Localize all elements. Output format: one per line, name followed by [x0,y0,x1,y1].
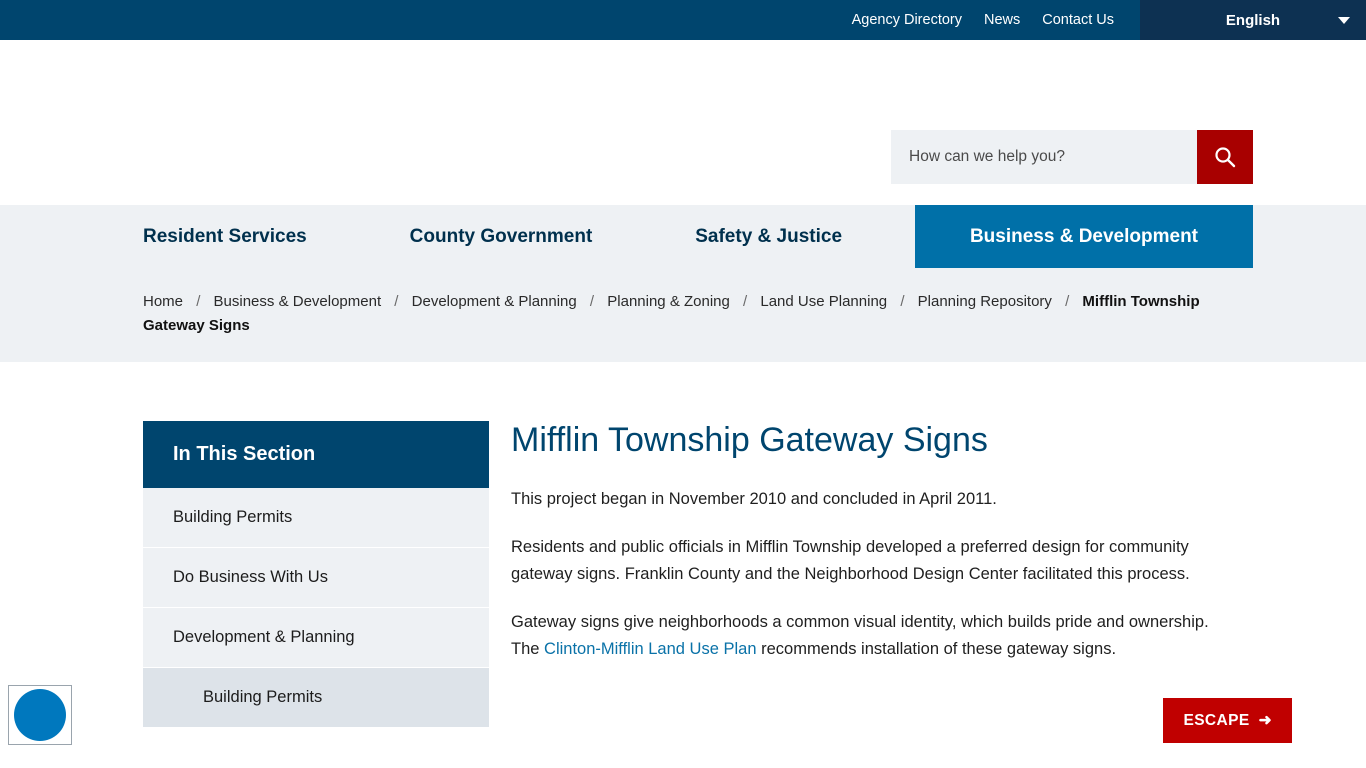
search-button[interactable] [1197,130,1253,184]
breadcrumb-item-planning-zoning[interactable]: Planning & Zoning [607,293,730,310]
breadcrumb-separator: / [1065,293,1070,310]
language-selector-label: English [1225,11,1281,29]
paragraph-identity [511,609,1213,663]
breadcrumb-bar [0,268,1366,362]
section-sidebar [143,421,489,768]
search-input[interactable] [891,130,1197,184]
chevron-down-icon [1338,17,1350,24]
breadcrumb-current: Mifflin Township Gateway Signs [143,293,1200,334]
breadcrumb-separator: / [394,293,399,310]
breadcrumb-item-home[interactable]: Home [143,293,184,310]
nav-item-business-development[interactable]: Business & Development [915,205,1253,268]
breadcrumb-item-land-use-planning[interactable]: Land Use Planning [760,293,888,310]
paragraph-project-dates: This project began in November 2010 and concluded in April 2011. [511,490,997,509]
breadcrumb-separator: / [196,293,201,310]
nav-item-resident-services[interactable]: Resident Services [143,225,307,247]
paragraph-identity-text-after: recommends installation of these gateway signs. [756,640,1117,659]
chat-widget[interactable] [8,685,72,745]
breadcrumb-separator: / [743,293,748,310]
utility-links [852,0,1140,40]
chat-bubble-icon [14,689,66,741]
site-header [0,40,1366,205]
breadcrumb [143,290,1253,338]
paragraph-process: Residents and public officials in Mifflin Township developed a preferred design for community gateway signs. Franklin County and the Neighborhood Design Center facilitated this process. [511,538,1190,584]
breadcrumb-separator: / [589,293,595,310]
sidebar-title: In This Section [143,421,489,488]
search-icon [1213,145,1237,169]
escape-button[interactable] [1163,698,1292,743]
sidebar-item-building-permits[interactable]: Building Permits [143,488,489,548]
link-clinton-mifflin-land-use-plan[interactable]: Clinton-Mifflin Land Use Plan [544,640,757,659]
nav-item-safety-justice[interactable]: Safety & Justice [695,225,843,247]
breadcrumb-item-development-planning[interactable]: Development & Planning [411,293,577,310]
escape-button-label: ESCAPE [1183,711,1250,729]
utility-link-news[interactable]: News [984,12,1021,28]
utility-link-agency-directory[interactable]: Agency Directory [851,12,962,28]
primary-navigation [0,205,1366,268]
content-card [113,389,1253,768]
arrow-right-icon: ➜ [1258,712,1272,729]
utility-link-contact-us[interactable]: Contact Us [1042,12,1114,28]
nav-item-county-government[interactable]: County Government [409,225,593,247]
main-content [489,421,1223,768]
language-selector[interactable] [1140,0,1366,40]
paragraph-identity-text-before: Gateway signs give neighborhoods a common visual identity, which builds pride and ownership. The [511,613,1209,659]
breadcrumb-item-planning-repository[interactable]: Planning Repository [917,293,1052,310]
breadcrumb-separator: / [900,293,905,310]
page-title: Mifflin Township Gateway Signs [511,421,988,459]
sidebar-item-do-business-with-us[interactable]: Do Business With Us [143,548,489,608]
sidebar-item-development-planning[interactable]: Development & Planning [143,608,489,668]
sidebar-subitem-building-permits[interactable]: Building Permits [143,668,489,728]
utility-bar [0,0,1366,40]
site-search [891,130,1253,184]
breadcrumb-item-business-development[interactable]: Business & Development [213,293,382,310]
